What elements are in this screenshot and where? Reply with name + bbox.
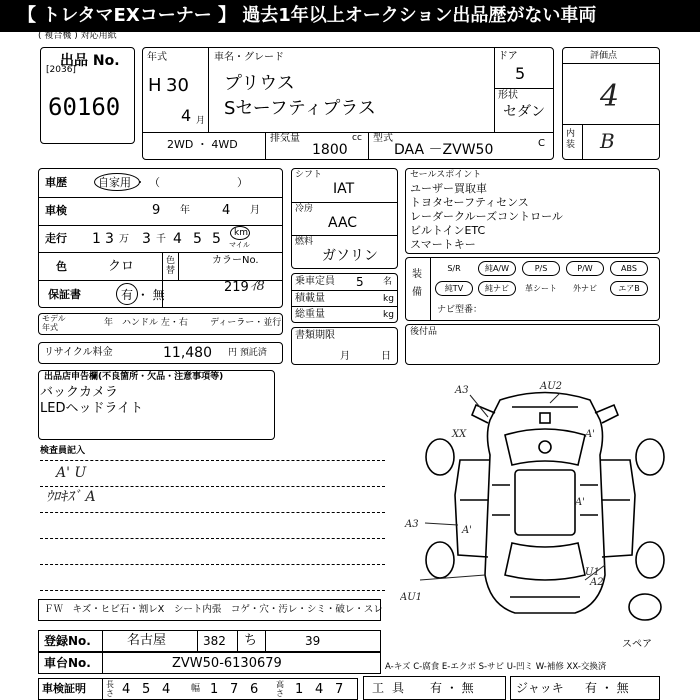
mileage-km: km xyxy=(234,228,248,238)
gross-label: 総重量 xyxy=(295,309,325,320)
score-value: 4 xyxy=(600,79,620,114)
history-options: 自家用 ・ （ ） xyxy=(98,176,248,189)
dims-height: 7 xyxy=(335,682,344,697)
inspector-label: 検査員記入 xyxy=(40,446,86,456)
tools-value: 有 ・ 無 xyxy=(430,681,474,695)
dims-width: 7 xyxy=(230,682,239,697)
dims-height: 4 xyxy=(315,682,324,697)
spare-label: スペア xyxy=(622,639,652,650)
doors-label: ドア xyxy=(498,51,518,62)
sales-point-item: ユーザー買取車 xyxy=(410,182,487,195)
equip-abs: ABS xyxy=(610,261,648,276)
year-month: 4 xyxy=(181,106,192,125)
type-label: 型式 xyxy=(373,133,393,144)
year-month-unit: 月 xyxy=(196,116,206,126)
color-no-label: カラーNo. xyxy=(212,255,259,266)
dims-width: 1 xyxy=(210,682,219,697)
history-selected-circle xyxy=(94,173,140,191)
warranty-selected-circle xyxy=(116,283,138,305)
equipment-label: 装備 xyxy=(412,269,422,298)
year-label: 年式 xyxy=(147,52,167,63)
damage-mark: A2 xyxy=(590,577,604,588)
model-year-handle: ハンドル 左・右 xyxy=(122,318,188,328)
inspection-month: 4 xyxy=(222,203,231,218)
car-diagram xyxy=(400,375,690,625)
registration-num: 39 xyxy=(305,634,321,648)
displacement-label: 排気量 xyxy=(270,133,300,144)
corner-note: ( 複合機 ) 対応用紙 xyxy=(38,31,117,41)
equip-navi-model: ナビ型番： xyxy=(437,305,483,315)
fuel-value: ガソリン xyxy=(322,248,378,264)
displacement-value: 1800 xyxy=(312,142,348,158)
notes-line: LEDヘッドライト xyxy=(40,401,144,416)
inspection-month-unit: 月 xyxy=(250,205,260,216)
color-no-value: 219 xyxy=(224,280,249,295)
mileage-label: 走行 xyxy=(45,232,67,245)
equip-sr: S/R xyxy=(447,264,461,273)
gross-unit: kg xyxy=(383,310,394,320)
equip-tv: 純TV xyxy=(435,281,473,296)
inspection-label: 車検 xyxy=(45,204,67,217)
legend-text: A-キズ C-腐食 E-エクボ S-サビ U-凹ミ W-補修 XX-交換済 xyxy=(385,662,607,672)
mileage-mile: マイル xyxy=(229,241,250,249)
shift-label: シフト xyxy=(295,170,323,180)
sales-point-item: スマートキー xyxy=(410,238,476,251)
notes-line: バックカメラ xyxy=(40,385,119,400)
damage-mark: A3 xyxy=(455,385,469,396)
dims-height: 1 xyxy=(295,682,304,697)
equip-navi: 純ナビ xyxy=(478,281,516,296)
capacity-unit: 名 xyxy=(383,277,393,287)
capacity-label: 乗車定員 xyxy=(295,276,335,287)
damage-mark: AU1 xyxy=(400,592,423,603)
damage-mark: A' xyxy=(585,429,595,440)
mileage-sen: 千 xyxy=(156,234,166,245)
damage-mark: A3 xyxy=(405,519,419,530)
dims-width: 6 xyxy=(250,682,259,697)
equip-ext-navi: 外ナビ xyxy=(573,284,597,293)
shift-value: IAT xyxy=(333,181,355,197)
equip-leather: 革シート xyxy=(525,284,557,293)
color-no-hand: ｲ8 xyxy=(250,279,265,294)
dims-length: 4 xyxy=(122,682,131,697)
sales-point-item: トヨタセーフティセンス xyxy=(410,196,529,209)
fuel-label: 燃料 xyxy=(295,237,314,247)
type-value: DAA －ZVW50 xyxy=(394,142,494,158)
equip-pw: P/W xyxy=(566,261,604,276)
load-unit: kg xyxy=(383,294,394,304)
dims-hei-label: 高さ xyxy=(276,680,284,698)
deadline-day-unit: 日 xyxy=(381,351,391,362)
recycle-label: リサイクル料金 xyxy=(44,347,113,358)
load-label: 積載量 xyxy=(295,293,325,304)
jack-label: ジャッキ xyxy=(516,681,564,695)
model-year-dealer: ディーラー・並行 xyxy=(210,318,282,328)
aftermarket-label: 後付品 xyxy=(410,327,438,337)
sales-points-label: セールスポイント xyxy=(410,170,482,180)
dims-length: 5 xyxy=(142,682,151,697)
notes-label: 出品店申告欄(不良箇所・欠品・注意事項等) xyxy=(44,372,224,382)
body-shape-label: 形状 xyxy=(498,90,518,101)
deadline-month-unit: 月 xyxy=(340,351,350,362)
lot-small: [2036] xyxy=(46,65,76,75)
deadline-label: 書類期限 xyxy=(295,330,335,341)
damage-mark: U1 xyxy=(585,567,600,578)
damage-mark: AU2 xyxy=(540,381,563,392)
warranty-label: 保証書 xyxy=(48,288,81,301)
equip-ps: P/S xyxy=(522,261,560,276)
doors-value: 5 xyxy=(515,64,526,83)
chassis-label: 車台No. xyxy=(44,656,91,670)
equip-airbag: エアB xyxy=(610,281,648,296)
dims-len-label: 長さ xyxy=(106,680,114,698)
fw-text: ＦＷ キズ・ヒビ石・割レX シート内張 コゲ・穴・汚レ・シミ・破レ・スレ xyxy=(44,604,383,615)
model-grade: Sセーフティプラス xyxy=(224,98,376,119)
model-label: 車名・グレード xyxy=(214,52,284,63)
mileage-km-circle xyxy=(230,226,250,240)
model-name: プリウス xyxy=(224,73,295,94)
inspector-line: ｳﾛｷｽﾞ A xyxy=(46,489,96,505)
mileage-d4: 4 xyxy=(173,231,182,247)
interior-value: B xyxy=(600,129,615,153)
sales-point-item: ビルトインETC xyxy=(410,224,486,237)
drive-value: 2WD ・ 4WD xyxy=(167,138,238,151)
mileage-d1: 1 xyxy=(92,231,101,247)
warranty-options: 有 ・ 無 xyxy=(121,288,165,302)
jack-value: 有 ・ 無 xyxy=(585,681,629,695)
mileage-man: 万 xyxy=(119,234,129,245)
color-label: 色 xyxy=(56,260,67,273)
model-year-label: モデル年式 xyxy=(42,314,66,332)
registration-class: 382 xyxy=(203,634,226,648)
capacity-value: 5 xyxy=(356,275,364,289)
inspection-year: 9 xyxy=(152,203,161,218)
model-year-unit: 年 xyxy=(104,318,114,328)
aftermarket-box xyxy=(405,324,660,365)
lot-label: 出品 No. xyxy=(60,53,120,69)
inspection-year-unit: 年 xyxy=(180,205,190,216)
type-mark: C xyxy=(538,138,545,149)
registration-label: 登録No. xyxy=(44,634,91,648)
inspector-line: A' U xyxy=(56,465,87,481)
history-label: 車歴 xyxy=(45,176,67,189)
equip-aw: 純A/W xyxy=(478,261,516,276)
registration-kana: ち xyxy=(244,633,258,648)
color-value: クロ xyxy=(108,259,135,274)
body-shape-value: セダン xyxy=(503,104,546,120)
registration-city: 名古屋 xyxy=(127,633,167,648)
mileage-d3: 3 xyxy=(142,231,151,247)
damage-mark: A' xyxy=(462,525,472,536)
damage-mark: XX xyxy=(452,429,467,440)
recycle-unit: 円 預託済 xyxy=(228,348,267,358)
header-title: 【 トレタマEXコーナー 】 過去1年以上オークション出品歴がない車両 xyxy=(18,5,597,26)
displacement-unit: cc xyxy=(352,133,362,143)
damage-mark: A' xyxy=(575,497,585,508)
tools-label: 工具 xyxy=(372,681,413,695)
aircon-label: 冷房 xyxy=(295,204,314,214)
dims-length: 4 xyxy=(162,682,171,697)
inspector-lines xyxy=(40,460,385,590)
mileage-d6: 5 xyxy=(212,231,221,247)
color-change-label: 色替 xyxy=(166,256,176,276)
mileage-d2: 3 xyxy=(105,231,114,247)
sales-point-item: レーダークルーズコントロール xyxy=(410,210,563,223)
dims-wid-label: 幅 xyxy=(191,684,201,694)
recycle-value: 11,480 xyxy=(163,345,212,361)
year-value: 30 xyxy=(166,75,189,96)
chassis-value: ZVW50-6130679 xyxy=(172,656,282,671)
interior-label: 内装 xyxy=(566,129,576,150)
dims-label: 車検証明 xyxy=(42,682,86,695)
aircon-value: AAC xyxy=(328,215,358,231)
score-label: 評価点 xyxy=(590,51,618,61)
lot-number: 60160 xyxy=(48,93,121,121)
year-era: H xyxy=(148,75,162,96)
mileage-d5: 5 xyxy=(193,231,202,247)
